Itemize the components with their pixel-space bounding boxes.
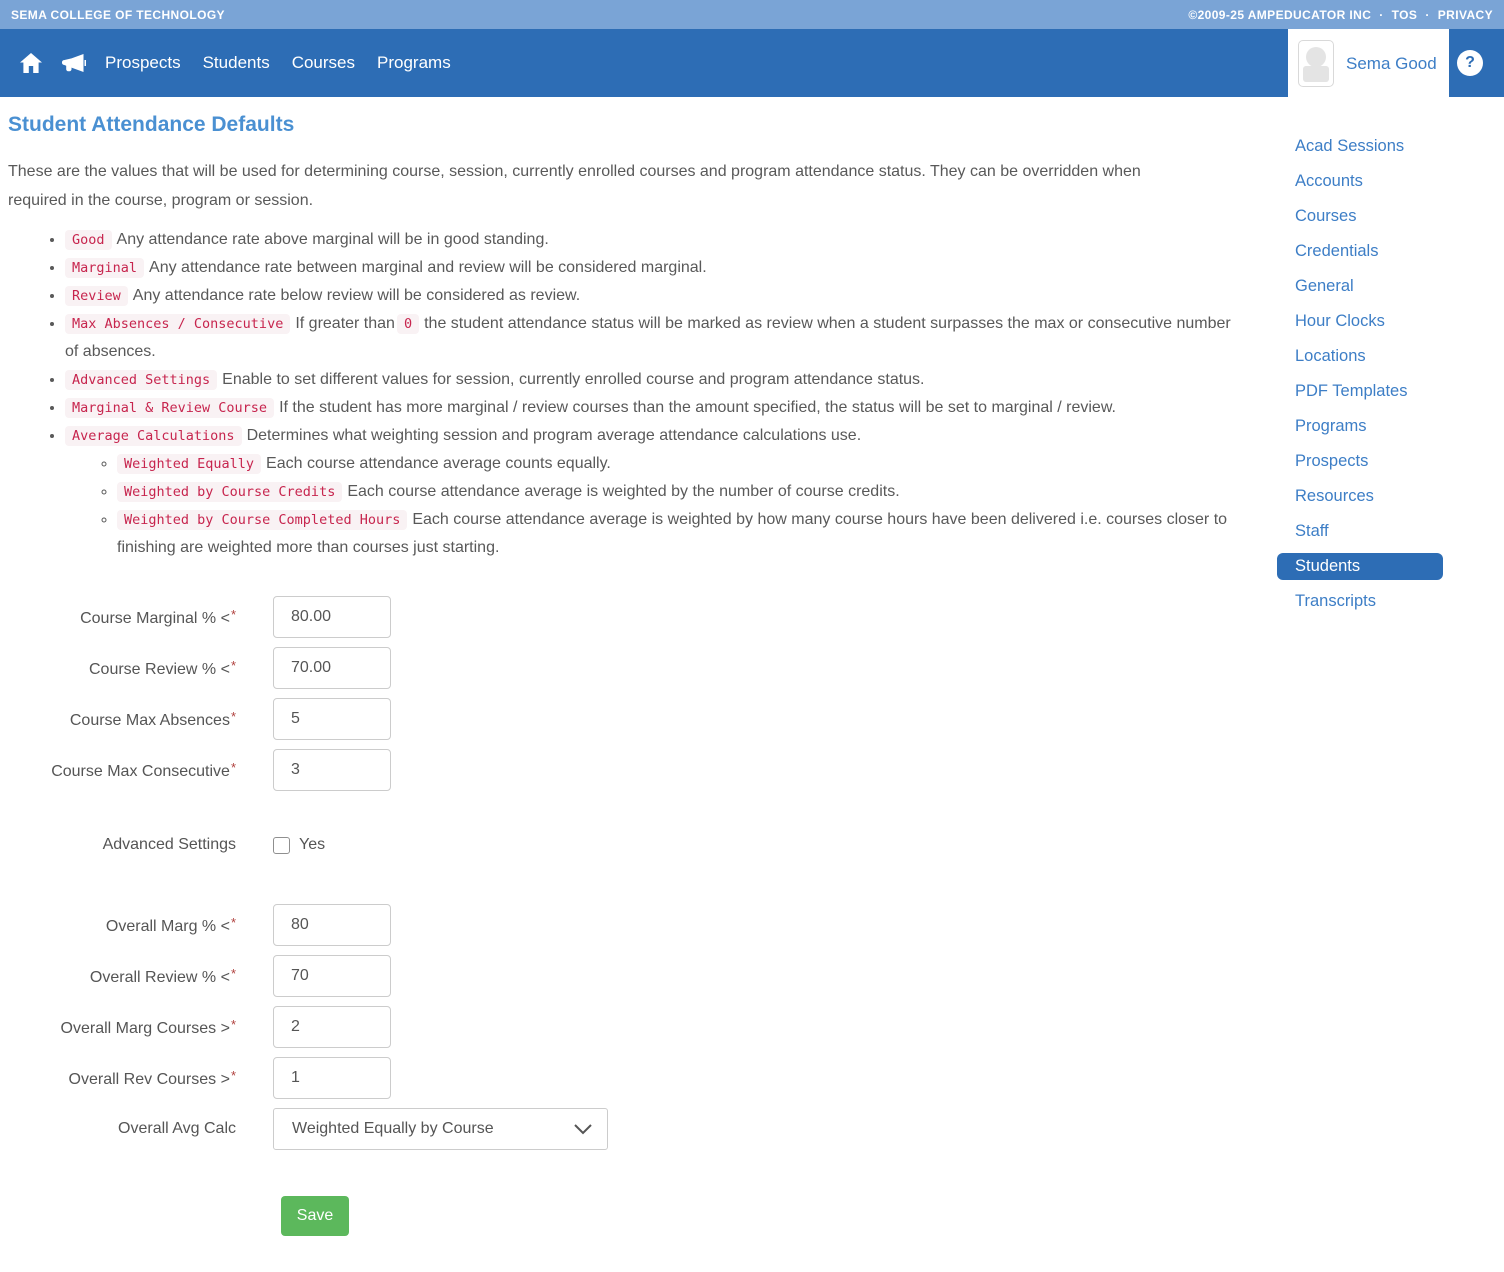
field-label: Course Max Consecutive* [51, 759, 236, 780]
sidebar-item-students[interactable]: Students [1277, 553, 1443, 580]
avatar-torso-shape [1303, 66, 1329, 82]
course-marginal-input[interactable] [273, 596, 391, 638]
term-weighted-credits: Weighted by Course Credits [117, 482, 342, 502]
bullet-text: Enable to set different values for session, currently enrolled course and program attendance status. [222, 371, 925, 388]
bullet-text: Any attendance rate above marginal will be in good standing. [116, 231, 549, 248]
bullet-text: Each course attendance average counts equally. [266, 455, 611, 472]
form-row [8, 647, 1496, 689]
copyright-text: ©2009-25 AMPEDUCATOR INC [1188, 7, 1372, 22]
question-glyph: ? [1465, 54, 1475, 71]
term-max-absences: Max Absences / Consecutive [65, 314, 290, 334]
field-label: Overall Avg Calc [118, 1120, 236, 1137]
sidebar-item-credentials[interactable]: Credentials [1295, 242, 1379, 260]
list-item [65, 310, 1248, 366]
required-marker: * [230, 657, 236, 673]
bullet-text: the student attendance status will be marked as review when a student surpasses the max or consecutive number of absences. [65, 315, 1231, 360]
settings-sidebar [1277, 133, 1443, 623]
topbar [0, 0, 1504, 29]
bullet-text: Any attendance rate between marginal and review will be considered marginal. [149, 259, 707, 276]
nav-link-courses[interactable]: Courses [291, 53, 356, 72]
list-item [65, 394, 1248, 422]
separator-dot: · [1425, 7, 1430, 22]
field-label: Advanced Settings [102, 836, 236, 853]
school-name: SEMA COLLEGE OF TECHNOLOGY [11, 7, 225, 22]
sidebar-item-accounts[interactable]: Accounts [1295, 172, 1363, 190]
overall-avg-calc-select[interactable] [273, 1108, 608, 1150]
bullet-text: If the student has more marginal / review courses than the amount specified, the status will be set to marginal / review. [279, 399, 1116, 416]
course-max-consecutive-input[interactable] [273, 749, 391, 791]
term-zero: 0 [397, 314, 419, 334]
required-marker: * [230, 1016, 236, 1032]
required-marker: * [230, 914, 236, 930]
form-row [8, 749, 1496, 791]
save-button[interactable]: Save [281, 1196, 349, 1236]
user-name: Sema Good [1346, 53, 1437, 73]
info-list [8, 226, 1248, 562]
term-marginal-review-course: Marginal & Review Course [65, 398, 274, 418]
list-item [117, 450, 1248, 478]
overall-rev-courses-input[interactable] [273, 1057, 391, 1099]
field-label: Overall Review % <* [89, 965, 236, 986]
tos-link[interactable]: TOS [1391, 7, 1418, 22]
field-label: Overall Marg % <* [105, 914, 236, 935]
sidebar-item-programs[interactable]: Programs [1295, 417, 1367, 435]
privacy-link[interactable]: PRIVACY [1437, 7, 1493, 22]
overall-review-input[interactable] [273, 955, 391, 997]
term-advanced-settings: Advanced Settings [65, 370, 217, 390]
list-item [117, 506, 1248, 562]
required-marker: * [230, 759, 236, 775]
bullet-text: Any attendance rate below review will be considered as review. [132, 287, 581, 304]
user-menu[interactable] [1288, 29, 1449, 98]
chevron-down-icon [574, 1122, 592, 1140]
form-row [8, 1108, 1496, 1150]
field-label: Course Review % <* [88, 657, 236, 678]
advanced-settings-row [8, 836, 1496, 854]
checkbox-label: Yes [299, 836, 326, 853]
form-row [8, 955, 1496, 997]
course-max-absences-input[interactable] [273, 698, 391, 740]
navbar-left [0, 53, 473, 73]
sidebar-item-general[interactable]: General [1295, 277, 1354, 295]
select-value: Weighted Equally by Course [292, 1120, 494, 1137]
sidebar-item-resources[interactable]: Resources [1295, 487, 1374, 505]
field-label: Overall Rev Courses >* [68, 1067, 236, 1088]
sidebar-item-prospects[interactable]: Prospects [1295, 452, 1369, 470]
term-review: Review [65, 286, 128, 306]
required-marker: * [230, 965, 236, 981]
sidebar-item-hour-clocks[interactable]: Hour Clocks [1295, 312, 1385, 330]
separator-dot: · [1379, 7, 1384, 22]
sub-list [65, 450, 1248, 562]
course-review-input[interactable] [273, 647, 391, 689]
nav-link-programs[interactable]: Programs [377, 53, 451, 72]
page-title: Student Attendance Defaults [8, 113, 295, 136]
bullet-text: Determines what weighting session and program average attendance calculations use. [246, 427, 862, 444]
overall-marg-courses-input[interactable] [273, 1006, 391, 1048]
sidebar-item-locations[interactable]: Locations [1295, 347, 1366, 365]
bullet-text: Each course attendance average is weighted by how many course hours have been delivered i.e. courses closer to finishing are weighted more than courses just starting. [117, 511, 1228, 556]
required-marker: * [230, 708, 236, 724]
form-row [8, 698, 1496, 740]
bullet-text: Each course attendance average is weighted by the number of course credits. [347, 483, 900, 500]
navbar [0, 29, 1504, 97]
home-icon[interactable] [20, 53, 42, 73]
list-item [65, 422, 1248, 562]
megaphone-icon[interactable] [61, 54, 86, 73]
list-item [65, 366, 1248, 394]
list-item [117, 478, 1248, 506]
list-item [65, 226, 1248, 254]
term-weighted-completed-hours: Weighted by Course Completed Hours [117, 510, 407, 530]
required-marker: * [230, 606, 236, 622]
avatar [1298, 40, 1334, 87]
intro-paragraph: These are the values that will be used for determining course, session, currently enrolled courses and program attendance status. They can be overridden when required in the course, program or session. [8, 163, 1141, 209]
topbar-right [1188, 8, 1493, 22]
list-item [65, 254, 1248, 282]
sidebar-item-staff[interactable]: Staff [1295, 522, 1329, 540]
term-marginal: Marginal [65, 258, 144, 278]
sidebar-item-transcripts[interactable]: Transcripts [1295, 592, 1376, 610]
nav-link-prospects[interactable]: Prospects [105, 53, 181, 72]
sidebar-item-acad-sessions[interactable]: Acad Sessions [1295, 137, 1405, 155]
form-row [8, 1006, 1496, 1048]
form-row [8, 596, 1496, 638]
avatar-head-shape [1306, 47, 1326, 67]
term-weighted-equally: Weighted Equally [117, 454, 261, 474]
advanced-settings-checkbox[interactable] [273, 837, 290, 854]
help-icon[interactable] [1457, 50, 1483, 76]
form-row [8, 1057, 1496, 1099]
nav-link-students[interactable]: Students [202, 53, 270, 72]
sidebar-item-courses[interactable]: Courses [1295, 207, 1357, 225]
field-label: Course Max Absences* [69, 708, 236, 729]
list-item [65, 282, 1248, 310]
overall-marg-input[interactable] [273, 904, 391, 946]
bullet-text: If greater than [295, 315, 395, 332]
form-row [8, 904, 1496, 946]
term-good: Good [65, 230, 112, 250]
field-label: Course Marginal % <* [80, 606, 236, 627]
attendance-defaults-form [8, 596, 1496, 1236]
field-label: Overall Marg Courses >* [60, 1016, 236, 1037]
term-average-calculations: Average Calculations [65, 426, 242, 446]
sidebar-item-pdf-templates[interactable]: PDF Templates [1295, 382, 1408, 400]
required-marker: * [230, 1067, 236, 1083]
